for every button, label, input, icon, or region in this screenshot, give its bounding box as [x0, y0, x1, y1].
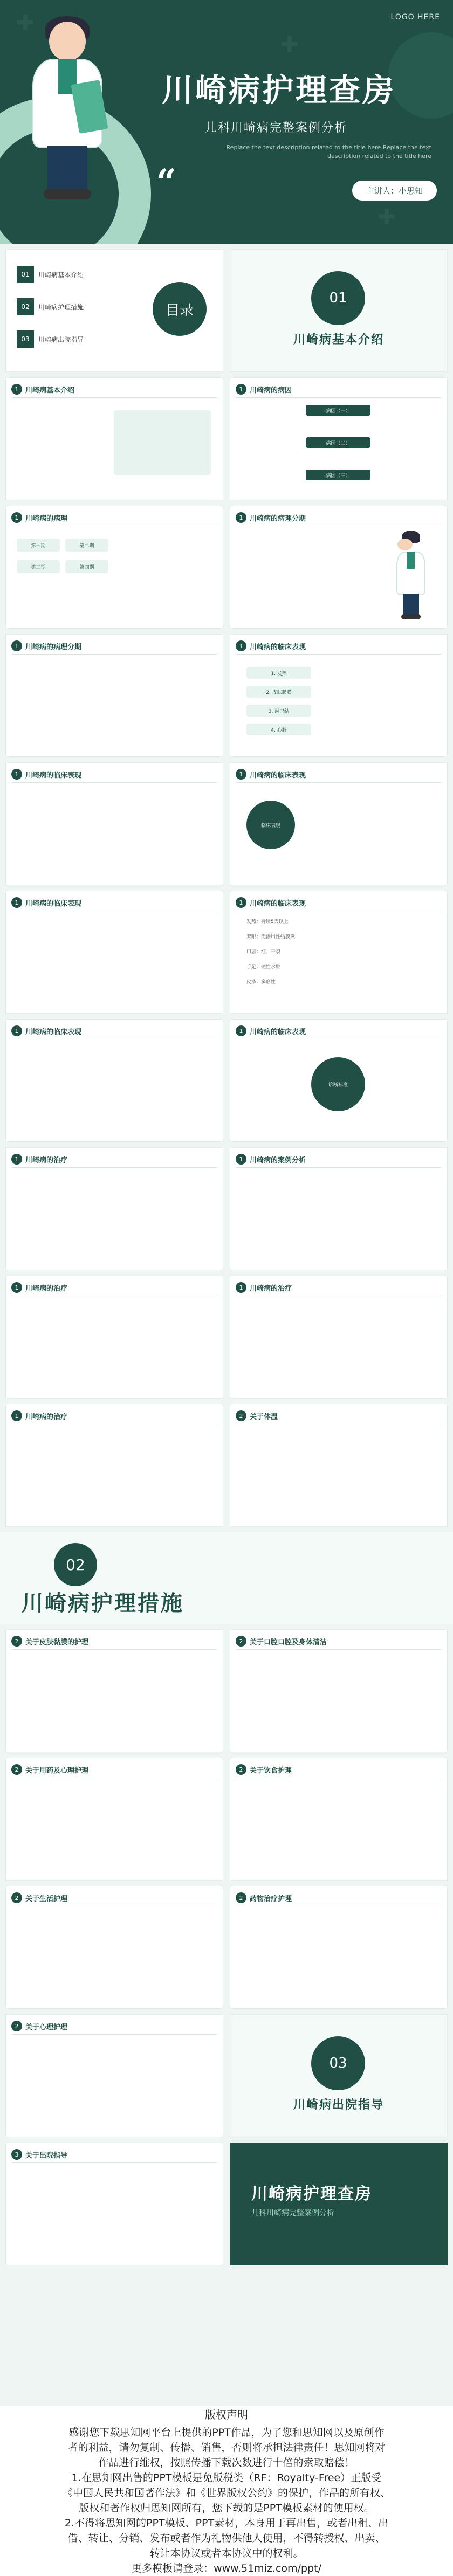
slide-number: 1 [11, 1025, 22, 1036]
slide-number: 2 [236, 1636, 246, 1647]
slide-number: 1 [11, 1410, 22, 1421]
toc-item[interactable] [17, 298, 114, 315]
slide-number: 1 [11, 1154, 22, 1165]
slide-oral-care [230, 1629, 448, 1752]
slide-number: 1 [11, 640, 22, 651]
slide-title: 关于生活护理 [25, 1895, 68, 1903]
copyright-line: 转让本协议或者本协议中的权利。 [149, 2547, 304, 2559]
doctor-illustration [392, 533, 430, 619]
slide-title: 关于口腔口腔及身体清洁 [250, 1638, 327, 1647]
closing-slide [230, 2143, 448, 2265]
criteria-item: 口唇：红、干裂 [246, 949, 281, 955]
slide-title: 川崎病的临床表现 [250, 899, 306, 908]
section-divider-1 [230, 249, 448, 372]
slide-number: 1 [11, 769, 22, 780]
section-title: 川崎病基本介绍 [293, 333, 384, 347]
cover-subtitle: 儿科川崎病完整案例分析 [205, 121, 348, 135]
slide-title: 川崎病的治疗 [25, 1156, 68, 1165]
copyright-line: 借、转让、分销、发布或者作为礼物供他人使用，不得转授权、出卖、 [67, 2532, 386, 2544]
slide-number: 2 [236, 1764, 246, 1775]
slides-area [0, 244, 453, 2406]
section-title: 川崎病出院指导 [293, 2098, 384, 2112]
doctor-illustration [22, 22, 113, 199]
section-divider-2 [0, 1532, 453, 1624]
cover-slide [0, 0, 453, 244]
copyright-notice [0, 2406, 453, 2576]
slide-treatment-4 [5, 1404, 223, 1527]
slide-title: 关于体温 [250, 1413, 278, 1421]
closing-title: 川崎病护理查房 [251, 2185, 372, 2203]
cross-icon: ✚ [280, 32, 299, 57]
toc-item-label: 川崎病出院指导 [38, 335, 84, 343]
slide-medication [5, 1758, 223, 1881]
stage-box: 第二期 [65, 539, 108, 552]
slide-pathology-stage-2 [5, 634, 223, 757]
center-circle: 临床表现 [246, 801, 295, 849]
symptom-box: 2. 皮肤黏膜 [246, 686, 311, 698]
slide-title: 关于饮食护理 [250, 1766, 292, 1775]
slide-number: 1 [236, 897, 246, 908]
slide-clinical-4 [5, 891, 223, 1014]
slide-title: 关于心理护理 [25, 2023, 68, 2031]
toc-item-number: 02 [17, 298, 34, 315]
toc-item-label: 川崎病护理措施 [38, 303, 84, 311]
toc-slide [5, 249, 223, 372]
slide-number: 2 [11, 1892, 22, 1903]
slide-number: 2 [236, 1892, 246, 1903]
slide-discharge [5, 2143, 223, 2265]
slide-number: 1 [11, 897, 22, 908]
stage-box: 第三期 [17, 560, 60, 573]
slide-clinical-6 [5, 1019, 223, 1142]
slide-title: 川崎病的病理 [25, 514, 68, 523]
slide-title: 药物治疗护理 [250, 1895, 292, 1903]
copyright-line: 版权和著作权归思知网所有，您下载的是PPT模板素材的使用权。 [79, 2502, 374, 2514]
slide-number: 1 [236, 640, 246, 651]
slide-title: 关于皮肤黏膜的护理 [25, 1638, 89, 1647]
slide-number: 2 [11, 1764, 22, 1775]
slide-case-analysis [230, 1147, 448, 1270]
toc-item-label: 川崎病基本介绍 [38, 271, 84, 279]
cover-description: Replace the text description related to the title here Replace the text description related to the title here [226, 144, 431, 160]
slide-title: 川崎病的病理分期 [250, 514, 306, 523]
slide-number: 2 [236, 1410, 246, 1421]
cause-box: 病因（一） [306, 405, 370, 416]
center-circle: 诊断标准 [311, 1057, 365, 1111]
slide-body-temp [230, 1404, 448, 1527]
copyright-link[interactable]: 更多模板请登录：www.51miz.com/ppt/ [132, 2563, 321, 2574]
slide-number: 1 [236, 384, 246, 395]
slide-number: 1 [236, 1282, 246, 1293]
slide-number: 3 [11, 2149, 22, 2160]
slide-title: 川崎病的治疗 [25, 1413, 68, 1421]
toc-item-number: 01 [17, 266, 34, 283]
slide-title: 川崎病的案例分析 [250, 1156, 306, 1165]
slide-title: 川崎病的病因 [250, 386, 292, 395]
slide-number: 1 [236, 1154, 246, 1165]
slide-title: 川崎病的治疗 [250, 1284, 292, 1293]
stage-box: 第四期 [65, 560, 108, 573]
slide-clinical-7 [230, 1019, 448, 1142]
copyright-line: 《中国人民共和国著作法》和《世界版权公约》的保护，作品的所有权、 [62, 2487, 390, 2499]
toc-item[interactable] [17, 266, 114, 283]
slide-diet [230, 1758, 448, 1881]
slide-treatment-2 [5, 1276, 223, 1399]
cross-icon: ✚ [378, 205, 396, 230]
criteria-item: 皮疹：多形性 [246, 980, 276, 985]
slide-life-care [5, 1886, 223, 2009]
slide-number: 1 [11, 384, 22, 395]
slide-clinical-1 [230, 634, 448, 757]
cause-box: 病因（二） [306, 437, 370, 448]
closing-subtitle: 儿科川崎病完整案例分析 [251, 2209, 334, 2217]
criteria-item: 发热：持续5天以上 [246, 919, 289, 925]
slide-title: 川崎病基本介绍 [25, 386, 75, 395]
symptom-box: 3. 淋巴结 [246, 705, 311, 717]
slide-clinical-3 [230, 762, 448, 885]
section-title: 川崎病护理措施 [22, 1591, 184, 1616]
copyright-line: 作品进行维权，按照传播下载次数进行十倍的索取赔偿！ [98, 2457, 355, 2469]
slide-number: 2 [11, 1636, 22, 1647]
slide-title: 川崎病的病理分期 [25, 643, 82, 651]
copyright-title: 版权声明 [205, 2408, 248, 2421]
slide-number: 2 [11, 2021, 22, 2031]
slide-clinical-2 [5, 762, 223, 885]
slide-clinical-5 [230, 891, 448, 1014]
section-number: 02 [54, 1543, 97, 1586]
copyright-line: 者的利益，请勿复制、传播、销售，否则将承担法律责任！思知网将对 [67, 2442, 386, 2454]
cross-icon: ✚ [16, 11, 35, 36]
slide-treatment-1 [5, 1147, 223, 1270]
slide-treatment-3 [230, 1276, 448, 1399]
section-number: 03 [311, 2036, 365, 2090]
criteria-item: 手足：硬性水肿 [246, 965, 281, 970]
slide-title: 川崎病的临床表现 [250, 1028, 306, 1036]
criteria-item: 双眼：无渗出性结膜炎 [246, 934, 296, 940]
symptom-box: 4. 心脏 [246, 724, 311, 735]
toc-item-number: 03 [17, 330, 34, 348]
slide-pathology-stage [230, 506, 448, 629]
slide-intro [5, 377, 223, 500]
decor-circle [388, 32, 453, 119]
slide-drug-care [230, 1886, 448, 2009]
cover-title: 川崎病护理查房 [162, 72, 396, 108]
slide-number: 1 [11, 512, 22, 523]
slide-psych-care [5, 2014, 223, 2137]
slide-number: 1 [236, 512, 246, 523]
slide-number: 1 [236, 769, 246, 780]
slide-number: 1 [11, 1282, 22, 1293]
toc-heading: 目录 [153, 282, 207, 336]
slide-title: 川崎病的临床表现 [25, 1028, 82, 1036]
toc-item[interactable] [17, 330, 114, 348]
symptom-box: 1. 发热 [246, 667, 311, 679]
slide-title: 川崎病的治疗 [25, 1284, 68, 1293]
section-number: 01 [311, 271, 365, 325]
logo: LOGO HERE [390, 13, 440, 22]
slide-title: 川崎病的临床表现 [250, 771, 306, 780]
slide-pathology [5, 506, 223, 629]
copyright-line: 1.在思知网出售的PPT模板是免版税类（RF：Royalty-Free）正版受 [71, 2472, 382, 2484]
content-box [114, 410, 211, 475]
quote-mark-icon: “ [156, 162, 176, 202]
slide-title: 川崎病的临床表现 [25, 899, 82, 908]
copyright-line: 感谢您下载思知网平台上提供的PPT作品，为了您和思知网以及原创作 [68, 2427, 385, 2439]
slide-title: 川崎病的临床表现 [250, 643, 306, 651]
section-divider-3 [230, 2014, 448, 2137]
slide-cause [230, 377, 448, 500]
slide-number: 1 [236, 1025, 246, 1036]
slide-skin-care [5, 1629, 223, 1752]
copyright-line: 2.不得将思知网的PPT模板、PPT素材，本身用于再出售，或者出租、出 [64, 2517, 389, 2529]
slide-title: 川崎病的临床表现 [25, 771, 82, 780]
presenter-badge: 主讲人：小思知 [352, 181, 437, 201]
cause-box: 病因（三） [306, 470, 370, 480]
slide-title: 关于用药及心理护理 [25, 1766, 89, 1775]
stage-box: 第一期 [17, 539, 60, 552]
slide-title: 关于出院指导 [25, 2151, 68, 2160]
